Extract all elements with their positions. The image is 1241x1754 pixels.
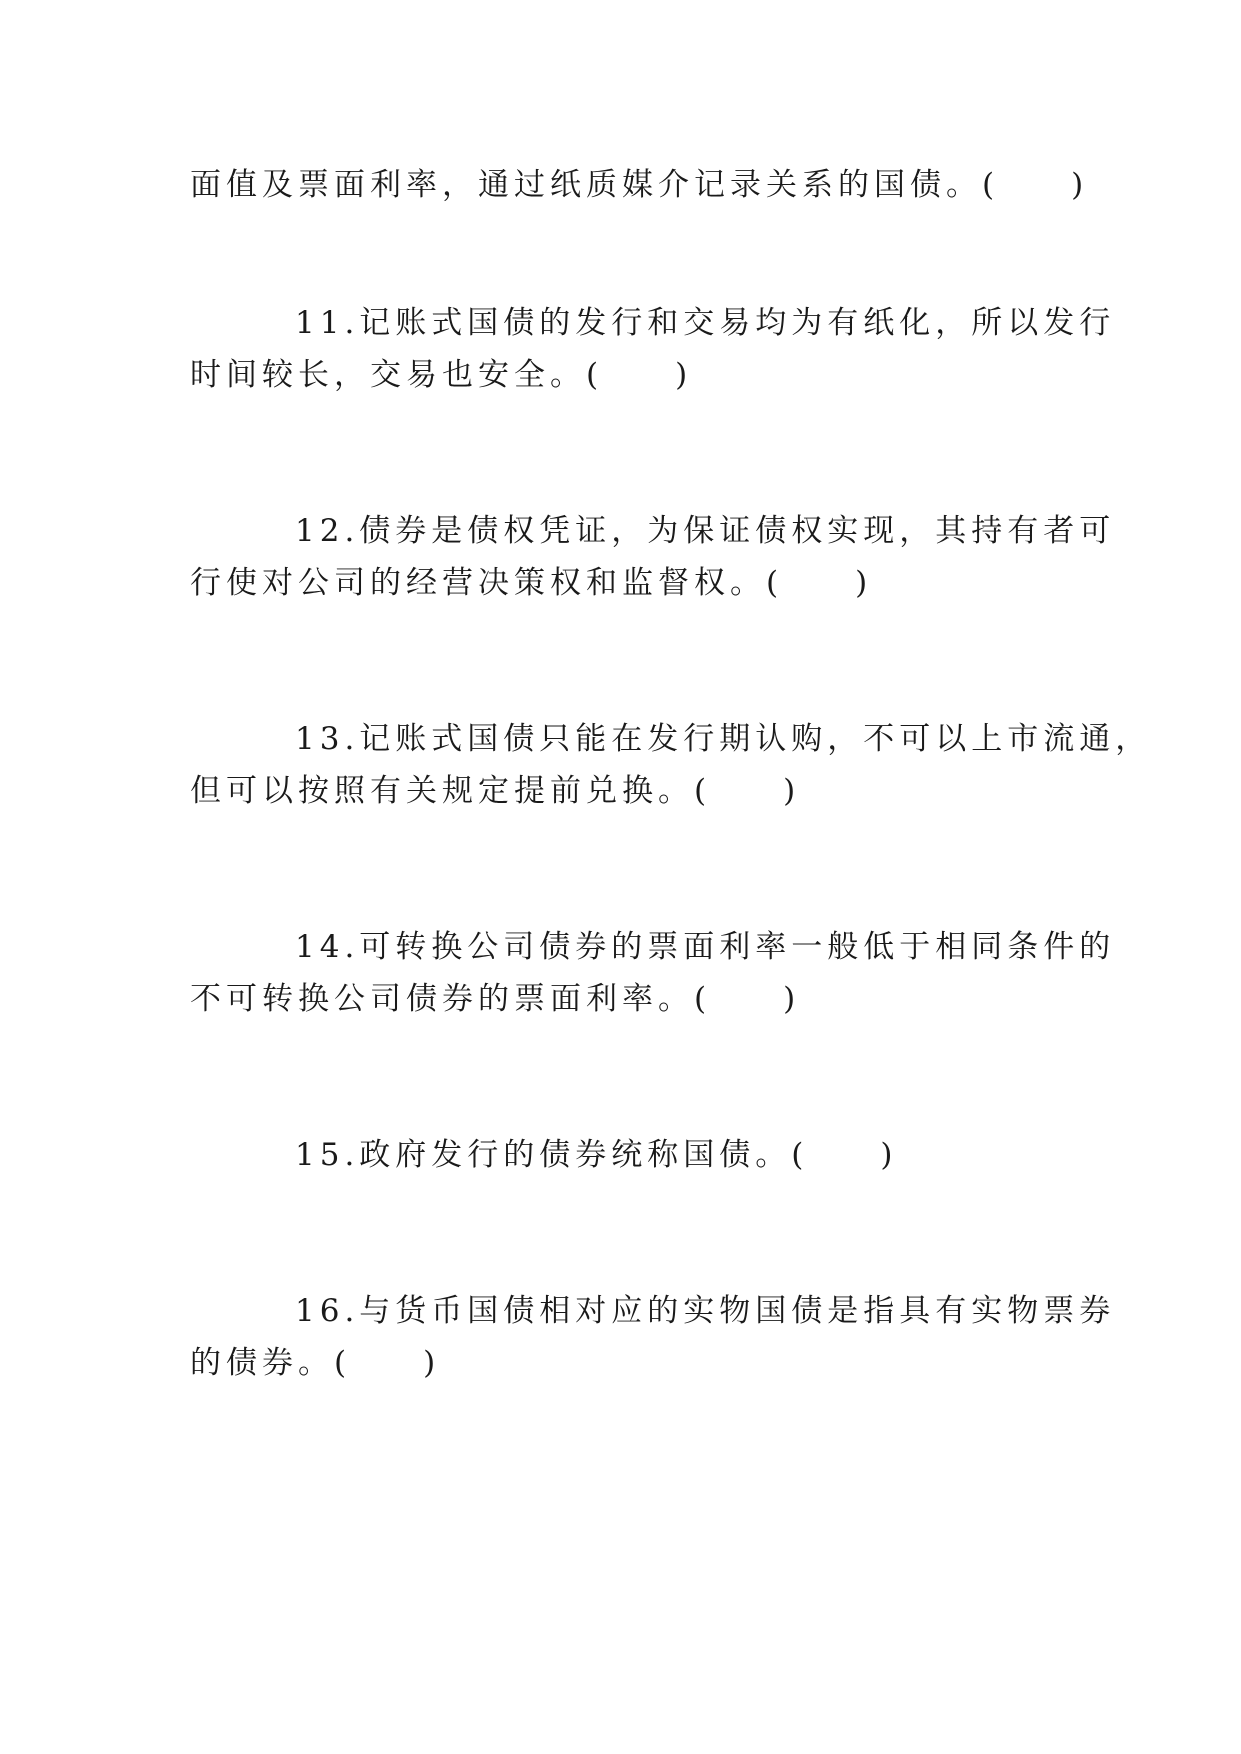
question-11-line-2: 时间较长，交易也安全。( ) xyxy=(190,357,693,393)
question-14-line-2: 不可转换公司债券的票面利率。( ) xyxy=(190,981,801,1017)
question-16-line-2: 的债券。( ) xyxy=(190,1345,441,1381)
question-14-line-1: 14.可转换公司债券的票面利率一般低于相同条件的 xyxy=(295,929,1116,965)
question-12-line-2: 行使对公司的经营决策权和监督权。( ) xyxy=(190,565,873,601)
question-12-line-1: 12.债券是债权凭证，为保证债权实现，其持有者可 xyxy=(295,513,1116,549)
question-13-line-2: 但可以按照有关规定提前兑换。( ) xyxy=(190,773,801,809)
question-16-line-1: 16.与货币国债相对应的实物国债是指具有实物票券 xyxy=(295,1293,1116,1329)
question-11-line-1: 11.记账式国债的发行和交易均为有纸化，所以发行 xyxy=(295,305,1116,341)
question-15-line-1: 15.政府发行的债券统称国债。( ) xyxy=(295,1137,898,1173)
question-13-line-1: 13.记账式国债只能在发行期认购，不可以上市流通， xyxy=(295,721,1152,757)
continuation-line: 面值及票面利率，通过纸质媒介记录关系的国债。( ) xyxy=(190,167,1089,203)
